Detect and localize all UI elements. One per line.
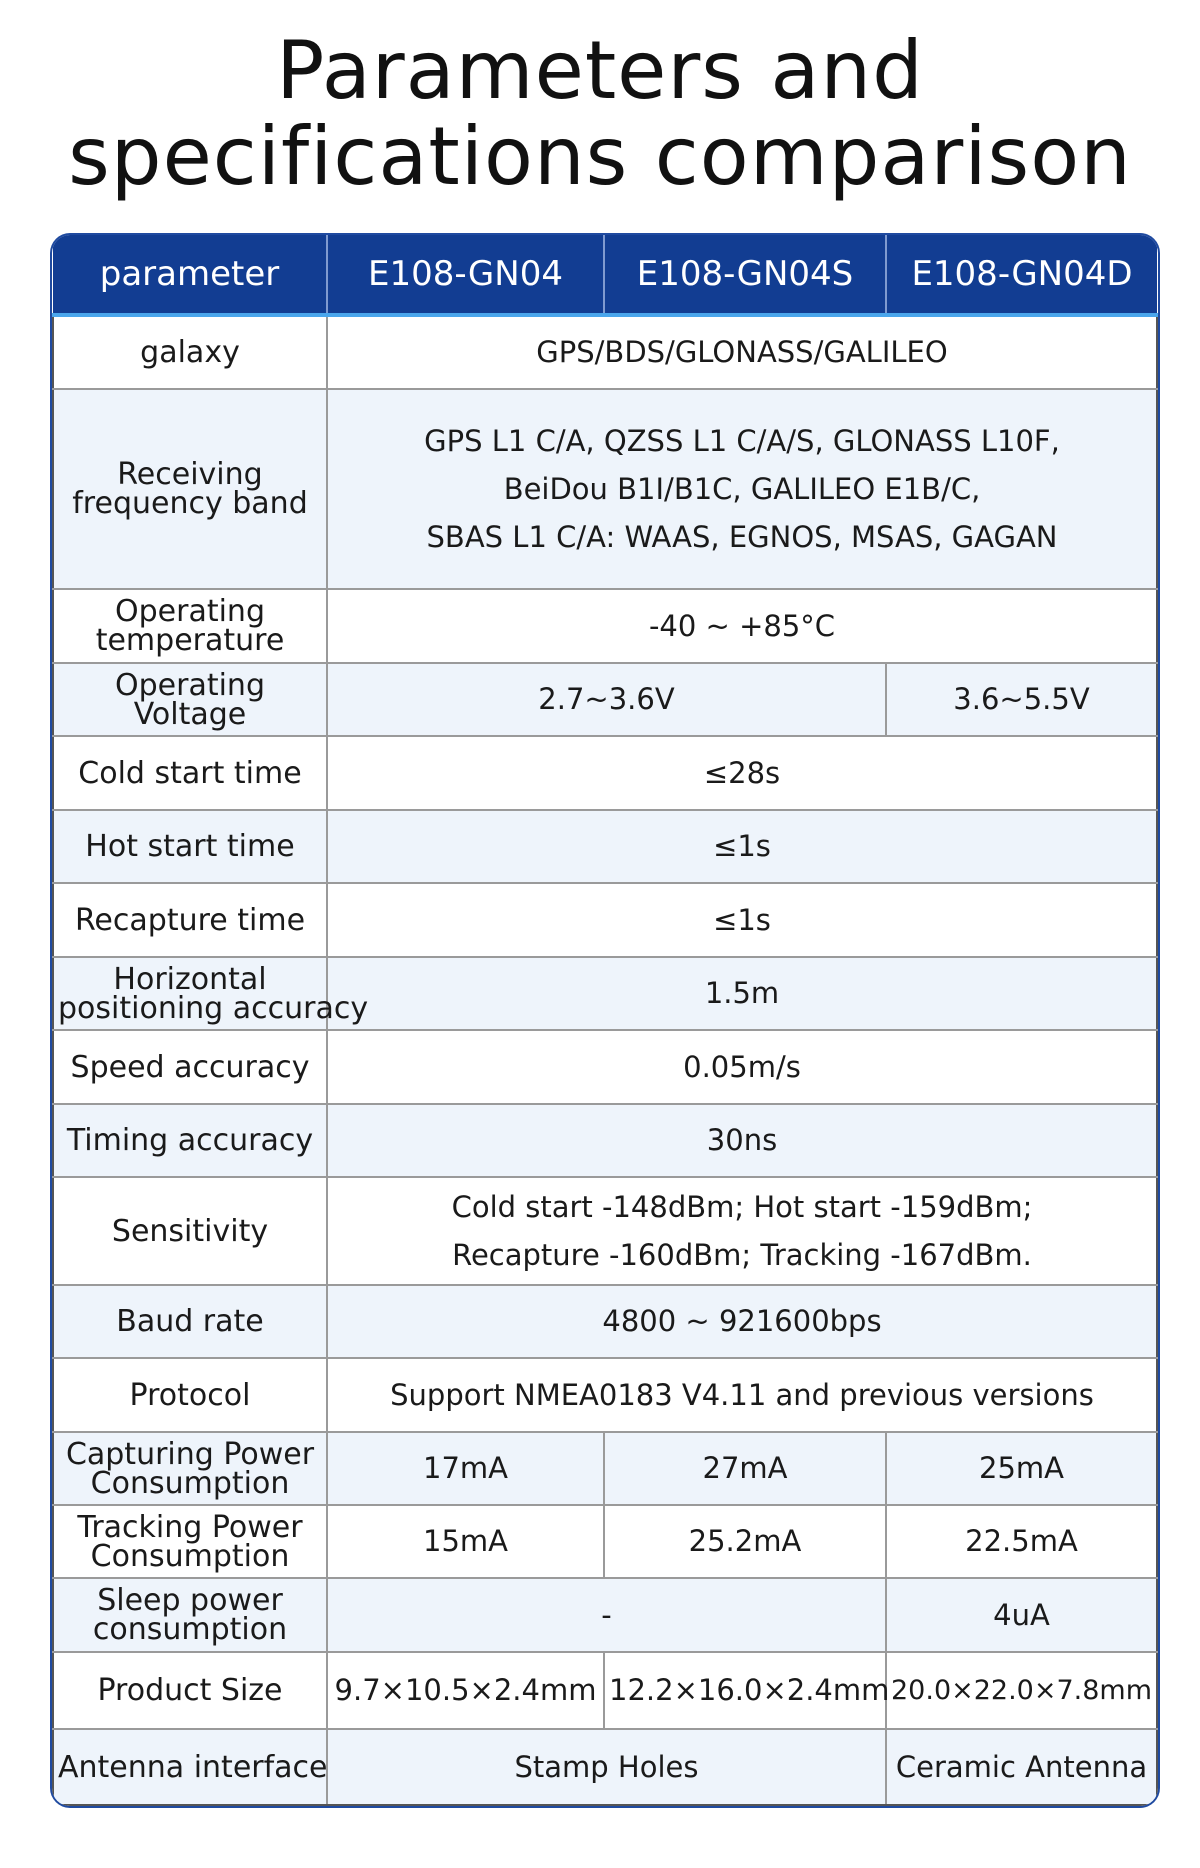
row-capturing-power: [53, 1432, 1157, 1505]
galaxy-label: galaxy: [53, 315, 327, 389]
row-baud-rate: [53, 1285, 1157, 1358]
size-gn04s: 12.2×16.0×2.4mm: [604, 1652, 886, 1729]
header-e108-gn04d: E108-GN04D: [886, 235, 1157, 315]
sensitivity-value-line-2: Recapture -160dBm; Tracking -167dBm.: [452, 1238, 1032, 1272]
title-line-1: Parameters and: [276, 24, 924, 117]
temperature-label: [53, 589, 327, 663]
temperature-value: -40 ~ +85°C: [327, 589, 1157, 663]
frequency-value: [327, 389, 1157, 589]
voltage-label-line-2: Voltage: [133, 696, 247, 732]
header-parameter: parameter: [53, 235, 327, 315]
sensitivity-value: [327, 1177, 1157, 1285]
sleep-value-gn04d: 4uA: [886, 1578, 1157, 1652]
frequency-value-line-3: SBAS L1 C/A: WAAS, EGNOS, MSAS, GAGAN: [426, 520, 1058, 554]
capturing-label-line-1: Capturing Power: [65, 1436, 315, 1472]
protocol-label: Protocol: [53, 1358, 327, 1432]
size-gn04d: 20.0×22.0×7.8mm: [886, 1652, 1157, 1729]
speed-label: Speed accuracy: [53, 1030, 327, 1104]
frequency-value-line-2: BeiDou B1I/B1C, GALILEO E1B/C,: [503, 472, 981, 506]
voltage-label-line-1: Operating: [115, 667, 265, 703]
header-e108-gn04: E108-GN04: [327, 235, 604, 315]
temperature-label-line-1: Operating: [115, 594, 265, 629]
antenna-value-gn04-gn04s: Stamp Holes: [327, 1729, 886, 1805]
title-line-2: specifications comparison: [68, 110, 1132, 203]
row-timing-accuracy: [53, 1104, 1157, 1177]
row-sleep-power: [53, 1578, 1157, 1652]
header-e108-gn04s: E108-GN04S: [604, 235, 886, 315]
protocol-value: Support NMEA0183 V4.11 and previous versions: [327, 1358, 1157, 1432]
row-product-size: [53, 1652, 1157, 1729]
row-antenna-interface: [53, 1729, 1157, 1805]
frequency-value-line-1: GPS L1 C/A, QZSS L1 C/A/S, GLONASS L10F,: [424, 424, 1060, 458]
tracking-label-line-1: Tracking Power: [77, 1509, 303, 1545]
hot-start-value: ≤1s: [327, 810, 1157, 883]
cold-start-label: Cold start time: [53, 736, 327, 810]
timing-value: 30ns: [327, 1104, 1157, 1177]
sleep-value-gn04-gn04s: -: [327, 1578, 886, 1652]
recapture-label: Recapture time: [53, 883, 327, 957]
sensitivity-value-line-1: Cold start -148dBm; Hot start -159dBm;: [451, 1190, 1033, 1224]
antenna-label: Antenna interface: [53, 1729, 327, 1805]
size-gn04: 9.7×10.5×2.4mm: [327, 1652, 604, 1729]
row-hot-start-time: [53, 810, 1157, 883]
row-protocol: [53, 1358, 1157, 1432]
voltage-value-gn04-gn04s: 2.7~3.6V: [327, 663, 886, 736]
horizontal-label-line-2: positioning accuracy: [58, 990, 369, 1026]
recapture-value: ≤1s: [327, 883, 1157, 957]
page-title: [0, 24, 1200, 203]
spec-comparison-table: [52, 235, 1158, 1806]
capturing-label-line-2: Consumption: [90, 1465, 290, 1501]
cold-start-value: ≤28s: [327, 736, 1157, 810]
temperature-label-line-2: temperature: [95, 623, 285, 658]
size-label: Product Size: [53, 1652, 327, 1729]
galaxy-value: GPS/BDS/GLONASS/GALILEO: [327, 315, 1157, 389]
voltage-value-gn04d: 3.6~5.5V: [886, 663, 1157, 736]
row-horizontal-positioning-accuracy: [53, 957, 1157, 1030]
tracking-label: [53, 1505, 327, 1578]
horizontal-value: 1.5m: [327, 957, 1157, 1030]
header-row: [53, 235, 1157, 315]
row-frequency-band: [53, 389, 1157, 589]
row-speed-accuracy: [53, 1030, 1157, 1104]
tracking-gn04s: 25.2mA: [604, 1505, 886, 1578]
sleep-label-line-1: Sleep power: [97, 1583, 283, 1618]
capturing-label: [53, 1432, 327, 1505]
sleep-label-line-2: consumption: [92, 1612, 288, 1647]
horizontal-label-line-1: Horizontal: [113, 961, 267, 997]
capturing-gn04d: 25mA: [886, 1432, 1157, 1505]
tracking-gn04: 15mA: [327, 1505, 604, 1578]
timing-label: Timing accuracy: [53, 1104, 327, 1177]
baud-label: Baud rate: [53, 1285, 327, 1358]
voltage-label: [53, 663, 327, 736]
frequency-label-line-1: Receiving: [117, 457, 263, 492]
frequency-label-line-2: frequency band: [72, 486, 308, 521]
tracking-label-line-2: Consumption: [90, 1538, 290, 1574]
horizontal-label: [53, 957, 369, 1030]
hot-start-label: Hot start time: [53, 810, 327, 883]
sensitivity-label: Sensitivity: [53, 1177, 327, 1285]
sleep-label: [53, 1578, 327, 1652]
capturing-gn04: 17mA: [327, 1432, 604, 1505]
speed-value: 0.05m/s: [327, 1030, 1157, 1104]
row-cold-start-time: [53, 736, 1157, 810]
baud-value: 4800 ~ 921600bps: [327, 1285, 1157, 1358]
row-sensitivity: [53, 1177, 1157, 1285]
row-galaxy: [53, 315, 1157, 389]
frequency-label: [53, 389, 327, 589]
antenna-value-gn04d: Ceramic Antenna: [886, 1729, 1157, 1805]
row-operating-temperature: [53, 589, 1157, 663]
row-recapture-time: [53, 883, 1157, 957]
row-tracking-power: [53, 1505, 1157, 1578]
tracking-gn04d: 22.5mA: [886, 1505, 1157, 1578]
capturing-gn04s: 27mA: [604, 1432, 886, 1505]
row-operating-voltage: [53, 663, 1157, 736]
